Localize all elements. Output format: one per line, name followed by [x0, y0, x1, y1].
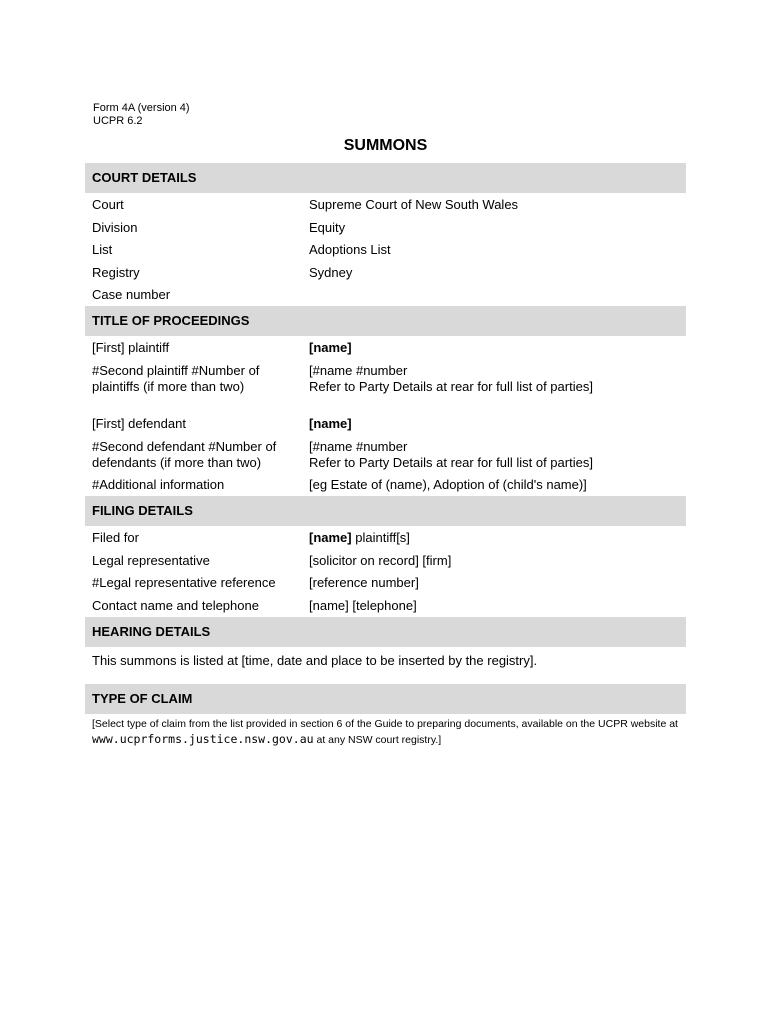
legal-rep-value: [solicitor on record] [firm]: [309, 553, 452, 568]
filed-for-label: Filed for: [92, 530, 139, 545]
registry-value: Sydney: [309, 265, 353, 280]
legal-rep-label: Legal representative: [92, 553, 210, 568]
court-label: Court: [92, 197, 124, 212]
contact-value: [name] [telephone]: [309, 598, 417, 613]
hearing-details-heading: HEARING DETAILS: [85, 617, 686, 647]
contact-label: Contact name and telephone: [92, 598, 259, 613]
additional-info-label: #Additional information: [92, 477, 225, 492]
second-defendant-value-line1: [#name #number: [309, 439, 408, 454]
court-details-heading: COURT DETAILS: [85, 163, 686, 193]
registry-label: Registry: [92, 265, 140, 280]
list-value: Adoptions List: [309, 242, 391, 257]
second-plaintiff-value-line2: Refer to Party Details at rear for full list of parties]: [309, 379, 593, 394]
filing-details-heading: FILING DETAILS: [85, 496, 686, 526]
first-plaintiff-value: [name]: [309, 340, 352, 355]
type-of-claim-heading: TYPE OF CLAIM: [85, 684, 686, 714]
division-label: Division: [92, 220, 138, 235]
second-plaintiff-value-line1: [#name #number: [309, 363, 408, 378]
hearing-text: This summons is listed at [time, date and place to be inserted by the registry].: [92, 653, 538, 668]
division-value: Equity: [309, 220, 346, 235]
type-of-claim-note: [92, 717, 678, 748]
filed-for-name: [name]: [309, 530, 352, 545]
list-label: List: [92, 242, 113, 257]
title-of-proceedings-heading: TITLE OF PROCEEDINGS: [85, 306, 686, 336]
filed-for-value: [309, 530, 679, 546]
form-identifier: [93, 102, 190, 128]
form-version: Form 4A (version 4): [93, 102, 190, 114]
legal-rep-ref-label: #Legal representative reference: [92, 575, 276, 590]
second-defendant-value-line2: Refer to Party Details at rear for full list of parties]: [309, 455, 593, 470]
second-plaintiff-label: #Second plaintiff #Number of plaintiffs (if more than two): [92, 363, 260, 394]
first-defendant-label: [First] defendant: [92, 416, 186, 431]
case-number-label: Case number: [92, 287, 171, 302]
first-defendant-value: [name]: [309, 416, 352, 431]
ucpr-website-link[interactable]: www.ucprforms.justice.nsw.gov.au: [92, 732, 314, 746]
filed-for-suffix: plaintiff[s]: [351, 530, 410, 545]
claim-note-part2: at any NSW court registry.]: [313, 734, 442, 746]
court-value: Supreme Court of New South Wales: [309, 197, 519, 212]
claim-note-part1: [Select type of claim from the list provided in section 6 of the Guide to preparing documents, available on the UCPR website at: [92, 718, 678, 730]
first-plaintiff-label: [First] plaintiff: [92, 340, 170, 355]
document-title: SUMMONS: [343, 137, 428, 154]
additional-info-value: [eg Estate of (name), Adoption of (child's name)]: [309, 477, 587, 492]
legal-rep-ref-value: [reference number]: [309, 575, 419, 590]
rule-reference: UCPR 6.2: [93, 115, 143, 127]
second-defendant-label: #Second defendant #Number of defendants (if more than two): [92, 439, 277, 470]
